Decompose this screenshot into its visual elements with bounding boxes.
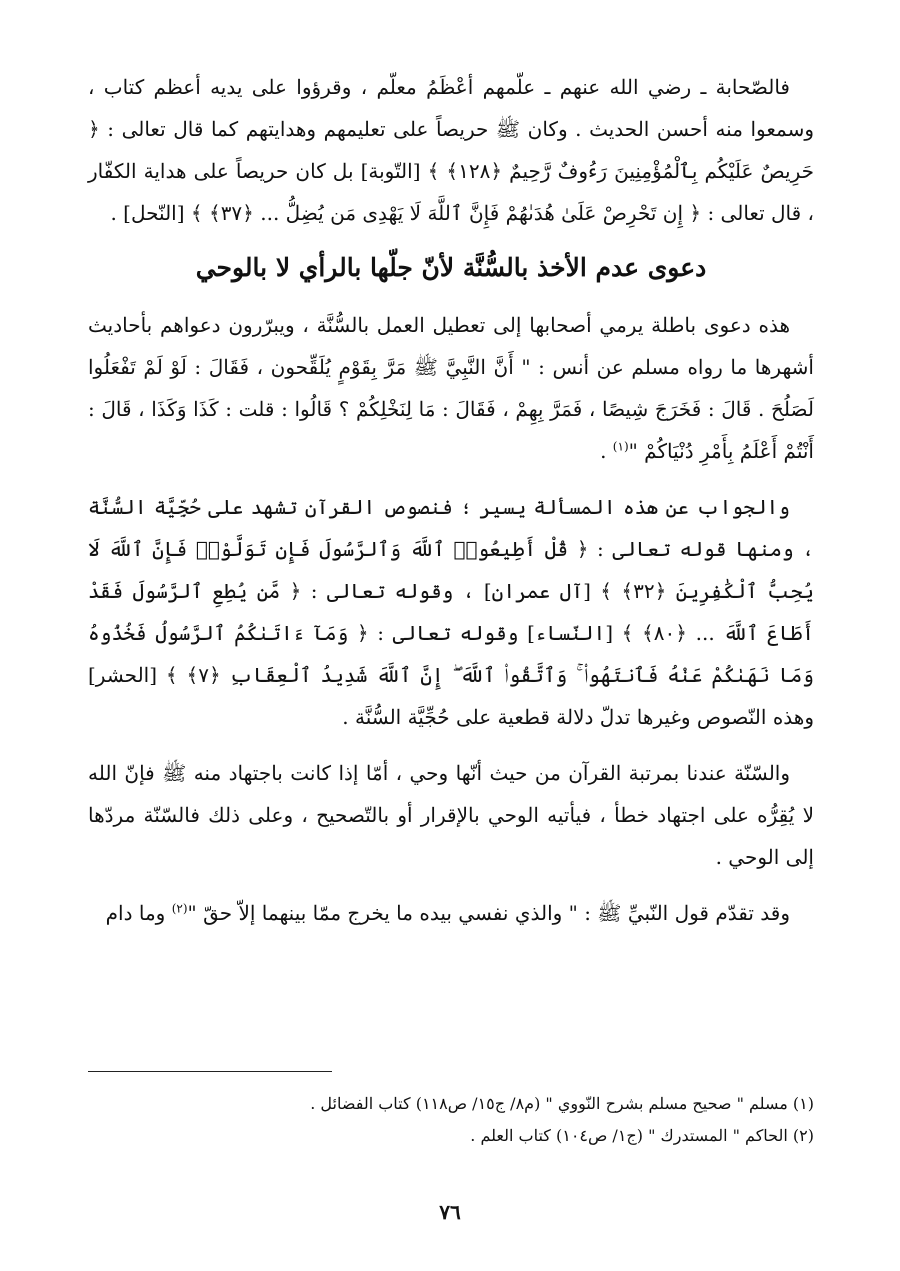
intro-paragraph: فالصّحابة ـ رضي الله عنهم ـ علّمهم أعْظَمُ معلّم ، وقرؤوا على يديه أعظم كتاب ، وسمعوا منه أحسن الحديث . وكان ﷺ حريصاً على تعليمهم وهدايتهم كما قال تعالى : ﴿ حَرِيصٌ عَلَيْكُم بِٱلْمُؤْمِنِينَ رَءُوفٌ رَّحِيمٌ ﴿١٢٨﴾ ﴾ [التّوبة] بل كان حريصاً على هداية الكفّار ، قال تعالى : ﴿ إِن تَحْرِصْ عَلَىٰ هُدَىٰهُمْ فَإِنَّ ٱللَّهَ لَا يَهْدِى مَن يُضِلُّ ... ﴿٣٧﴾ ﴾ [النّحل] . xyxy=(88,75,814,225)
body-paragraph-4 xyxy=(88,892,814,934)
body-paragraph-3-text: والسّنّة عندنا بمرتبة القرآن من حيث أنّها وحي ، أمّا إذا كانت باجتهاد منه ﷺ فإنّ الله لا يُقِرُّه على اجتهاد خطأ ، فيأتيه الوحي بالإقرار أو بالتّصحيح ، وعلى ذلك فالسّنّة مردّها إلى الوحي . xyxy=(88,761,814,869)
page-number: ٧٦ xyxy=(439,1200,461,1224)
body-paragraph-4-tail: وما دام xyxy=(105,901,172,925)
page-body xyxy=(88,66,814,948)
body-paragraph-3 xyxy=(88,752,814,878)
footnote-2: (٢) الحاكم " المستدرك " (ج١/ ص١٠٤) كتاب العلم . xyxy=(470,1126,814,1145)
footnotes xyxy=(88,1088,814,1152)
footnote-ref-2[interactable]: (٢) xyxy=(171,901,188,916)
body-paragraph-2-text: والجواب عن هذه المسألة يسير ؛ فنصوص القرآن تشهد على حُجِّيَّة السُّنَّة ، ومنها قوله تعالى : ﴿ قُلْ أَطِيعُوا۟ ٱللَّهَ وَٱلرَّسُولَ فَإِن تَوَلَّوْا۟ فَإِنَّ ٱللَّهَ لَا يُحِبُّ ٱلْكَٰفِرِينَ ﴿٣٢﴾ ﴾ [آل عمران] ، وقوله تعالى : ﴿ مَّن يُطِعِ ٱلرَّسُولَ فَقَدْ أَطَاعَ ٱللَّهَ ... ﴿٨٠﴾ ﴾ [النّساء] وقوله تعالى : ﴿ وَمَآ ءَاتَىٰكُمُ ٱلرَّسُولُ فَخُذُوهُ وَمَا نَهَىٰكُمْ عَنْهُ فَٱنتَهُوا۟ ۚ وَٱتَّقُوا۟ ٱللَّهَ ۖ إِنَّ ٱللَّهَ شَدِيدُ ٱلْعِقَابِ ﴿٧﴾ ﴾ [الحشر] وهذه النّصوص وغيرها تدلّ دلالة قطعية على حُجِّيَّة السُّنَّة . xyxy=(88,495,815,729)
body-paragraph-2 xyxy=(88,486,814,738)
footnote-divider xyxy=(88,1071,332,1072)
section-heading: دعوى عدم الأخذ بالسُّنَّة لأنّ جلّها بالرأي لا بالوحي xyxy=(195,253,707,282)
body-paragraph-1-tail: . xyxy=(600,439,613,463)
body-paragraph-1-text: هذه دعوى باطلة يرمي أصحابها إلى تعطيل العمل بالسُّنَّة ، ويبرّرون دعواهم بأحاديث أشهرها ما رواه مسلم عن أنس : " أَنَّ النَّبِيَّ ﷺ مَرَّ بِقَوْمٍ يُلَقِّحون ، فَقَالَ : لَوْ لَمْ تَفْعَلُوا لَصَلُحَ . قَالَ : فَخَرَجَ شِيصًا ، فَمَرَّ بِهِمْ ، فَقَالَ : مَا لِنَخْلِكُمْ ؟ قَالُوا : قلت : كَذَا وَكَذَا ، قَالَ : أَنْتُمْ أَعْلَمُ بِأَمْرِ دُنْيَاكُمْ " xyxy=(88,313,814,463)
footnote-ref-1[interactable]: (١) xyxy=(612,439,629,454)
footnote-1: (١) مسلم " صحيح مسلم بشرح النّووي " (م٨/ ج١٥/ ص١١٨) كتاب الفضائل . xyxy=(310,1094,814,1113)
body-paragraph-4-text: وقد تقدّم قول النّبيِّ ﷺ : " والذي نفسي بيده ما يخرج ممّا بينهما إلاّ حقّ " xyxy=(187,901,790,925)
body-paragraph-1 xyxy=(88,304,814,472)
